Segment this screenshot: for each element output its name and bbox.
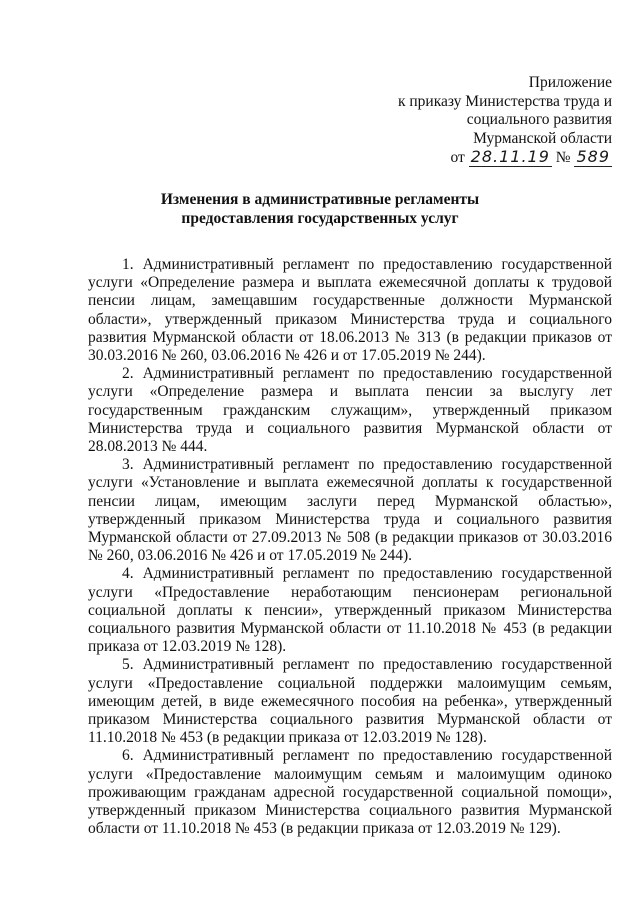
appendix-block bbox=[398, 74, 612, 168]
list-item: 4. Административный регламент по предоставлению государственной услуги «Предоставление неработающим пенсионерам региональной социальной доплаты к пенсии», утвержденный приказом Министерства социального развития Мурманской области от 11.10.2018 № 453 (в редакции приказа от 12.03.2019 № 128). bbox=[88, 565, 612, 656]
handwritten-number: 589 bbox=[576, 147, 610, 167]
appendix-line: Мурманской области bbox=[473, 129, 612, 147]
handwritten-date: 28.11.19 bbox=[470, 147, 550, 167]
number-sign: № bbox=[555, 149, 571, 167]
list-item: 6. Административный регламент по предоставлению государственной услуги «Предоставление малоимущим семьям и малоимущим одиноко проживающим гражданам адресной государственной социальной помощи», утвержденный приказом Министерства социального развития Мурманской области от 11.10.2018 № 453 (в редакции приказа от 12.03.2019 № 129). bbox=[88, 747, 612, 838]
title-line: предоставления государственных услуг bbox=[181, 209, 459, 227]
appendix-line: к приказу Министерства труда и bbox=[397, 92, 612, 110]
list-item: 1. Административный регламент по предоставлению государственной услуги «Определение размера и выплата ежемесячной доплаты к трудовой пенсии лицам, замещавшим государственные должности Мурманской области», утвержденный приказом Министерства труда и социального развития Мурманской области от 18.06.2013 № 313 (в редакции приказов от 30.03.2016 № 260, 03.06.2016 № 426 и от 17.05.2019 № 244). bbox=[88, 256, 612, 365]
title-line: Изменения в административные регламенты bbox=[160, 191, 480, 208]
list-item: 2. Административный регламент по предоставлению государственной услуги «Определение размера и выплата пенсии за выслугу лет государственным гражданским служащим», утвержденный приказом Министерства труда и социального развития Мурманской области от 28.08.2013 № 444. bbox=[88, 365, 612, 456]
regulations-list bbox=[88, 256, 612, 839]
list-item: 3. Административный регламент по предоставлению государственной услуги «Установление и выплата ежемесячной доплаты к государственной пенсии лицам, имеющим заслуги перед Мурманской областью», утвержденный приказом Министерства труда и социального развития Мурманской области от 27.09.2013 № 508 (в редакции приказов от 30.03.2016 № 260, 03.06.2016 № 426 и от 17.05.2019 № 244). bbox=[88, 456, 612, 565]
date-prefix: от bbox=[450, 149, 465, 167]
list-item: 5. Административный регламент по предоставлению государственной услуги «Предоставление социальной поддержки малоимущим семьям, имеющим детей, в виде ежемесячного пособия на ребенка», утвержденный приказом Министерства социального развития Мурманской области от 11.10.2018 № 453 (в редакции приказа от 12.03.2019 № 128). bbox=[88, 656, 612, 747]
appendix-line: Приложение bbox=[528, 74, 612, 91]
document-title bbox=[0, 191, 640, 228]
appendix-line: социального развития bbox=[466, 111, 612, 129]
order-date-number bbox=[398, 148, 612, 168]
